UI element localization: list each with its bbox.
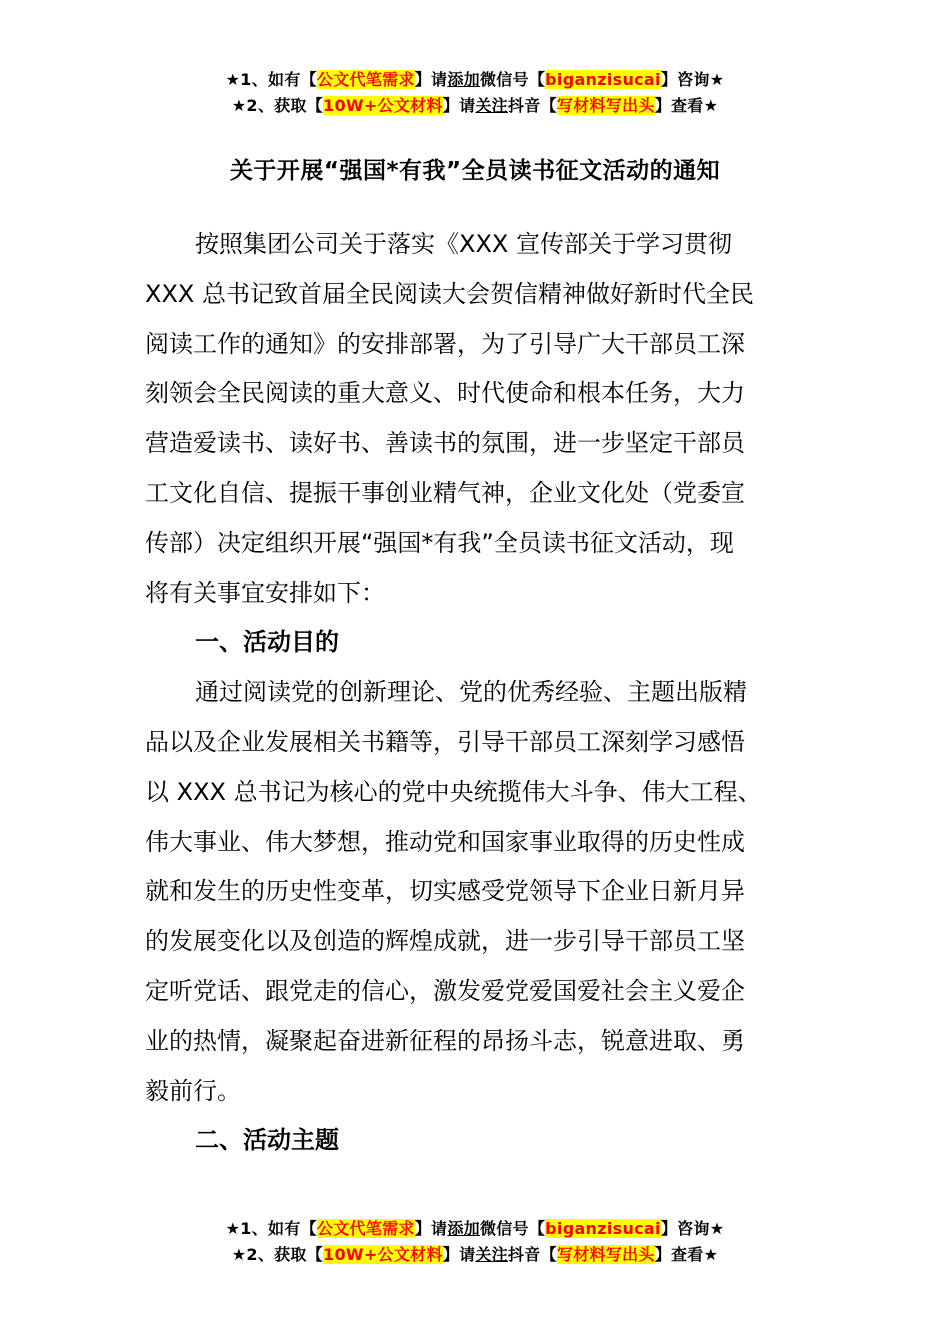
banner-line-1 xyxy=(0,1216,950,1242)
banner-highlight: 公文代笔需求 xyxy=(316,70,415,89)
banner-text: ★1、如有【 xyxy=(225,70,317,89)
banner-text: ★1、如有【 xyxy=(225,1219,317,1238)
banner-text: ★2、获取【 xyxy=(231,96,324,115)
paragraph-line: 毅前行。 xyxy=(145,1076,241,1105)
paragraph-line: 品以及企业发展相关书籍等，引导干部员工深刻学习感悟 xyxy=(145,727,745,756)
paragraph-line: 就和发生的历史性变革，切实感受党领导下企业日新月异 xyxy=(145,877,745,906)
paragraph-line: 通过阅读党的创新理论、党的优秀经验、主题出版精 xyxy=(195,678,747,707)
banner-underline: 关注 xyxy=(475,96,508,115)
banner-text: 】请 xyxy=(442,1245,476,1264)
bottom-banner xyxy=(0,1216,950,1268)
banner-text: 抖音【 xyxy=(507,1245,557,1264)
paragraph-line: 将有关事宜安排如下： xyxy=(145,578,385,607)
banner-text: 】查看★ xyxy=(654,1245,719,1264)
banner-text: 微信号【 xyxy=(479,1219,546,1238)
banner-highlight: 写材料写出头 xyxy=(556,1245,655,1264)
paragraph-line: 以 XXX 总书记为核心的党中央统揽伟大斗争、伟大工程、 xyxy=(145,777,762,806)
banner-text: 】请 xyxy=(414,1219,448,1238)
banner-highlight: 10W+公文材料 xyxy=(323,1245,443,1264)
banner-text: 】请 xyxy=(414,70,448,89)
section-heading: 二、活动主题 xyxy=(195,1126,339,1155)
section-heading: 一、活动目的 xyxy=(195,628,339,657)
paragraph-line: 按照集团公司关于落实《XXX 宣传部关于学习贯彻 xyxy=(195,230,732,258)
banner-text: 】查看★ xyxy=(654,96,719,115)
banner-highlight: biganzisucai xyxy=(545,70,661,89)
paragraph-line: 业的热情，凝聚起奋进新征程的昂扬斗志，锐意进取、勇 xyxy=(145,1026,745,1055)
document-title: 关于开展“强国*有我”全员读书征文活动的通知 xyxy=(229,158,721,184)
paragraph-line: 刻领会全民阅读的重大意义、时代使命和根本任务，大力 xyxy=(145,379,745,408)
banner-text: ★2、获取【 xyxy=(231,1245,324,1264)
paragraph-line: 伟大事业、伟大梦想，推动党和国家事业取得的历史性成 xyxy=(145,827,745,856)
paragraph-line: 营造爱读书、读好书、善读书的氛围，进一步坚定干部员 xyxy=(145,429,745,458)
banner-text: 】咨询★ xyxy=(660,1219,725,1238)
banner-underline: 添加 xyxy=(447,70,480,89)
banner-line-2 xyxy=(0,93,950,119)
document-body xyxy=(145,220,805,1166)
top-banner xyxy=(0,67,950,119)
banner-highlight: biganzisucai xyxy=(545,1219,661,1238)
banner-highlight: 10W+公文材料 xyxy=(323,96,443,115)
paragraph-line: 阅读工作的通知》的安排部署，为了引导广大干部员工深 xyxy=(145,329,745,358)
banner-highlight: 公文代笔需求 xyxy=(316,1219,415,1238)
paragraph-line: 定听党话、跟党走的信心，激发爱党爱国爱社会主义爱企 xyxy=(145,976,745,1005)
banner-text: 微信号【 xyxy=(479,70,546,89)
paragraph-line: XXX 总书记致首届全民阅读大会贺信精神做好新时代全民 xyxy=(145,279,754,308)
banner-text: 】请 xyxy=(442,96,476,115)
paragraph-line: 工文化自信、提振干事创业精气神，企业文化处（党委宣 xyxy=(145,478,745,507)
banner-line-2 xyxy=(0,1242,950,1268)
banner-highlight: 写材料写出头 xyxy=(556,96,655,115)
paragraph-line: 传部）决定组织开展“强国*有我”全员读书征文活动，现 xyxy=(145,528,734,557)
banner-underline: 关注 xyxy=(475,1245,508,1264)
banner-underline: 添加 xyxy=(447,1219,480,1238)
banner-text: 抖音【 xyxy=(507,96,557,115)
banner-text: 】咨询★ xyxy=(660,70,725,89)
banner-line-1 xyxy=(0,67,950,93)
paragraph-line: 的发展变化以及创造的辉煌成就，进一步引导干部员工坚 xyxy=(145,927,745,956)
